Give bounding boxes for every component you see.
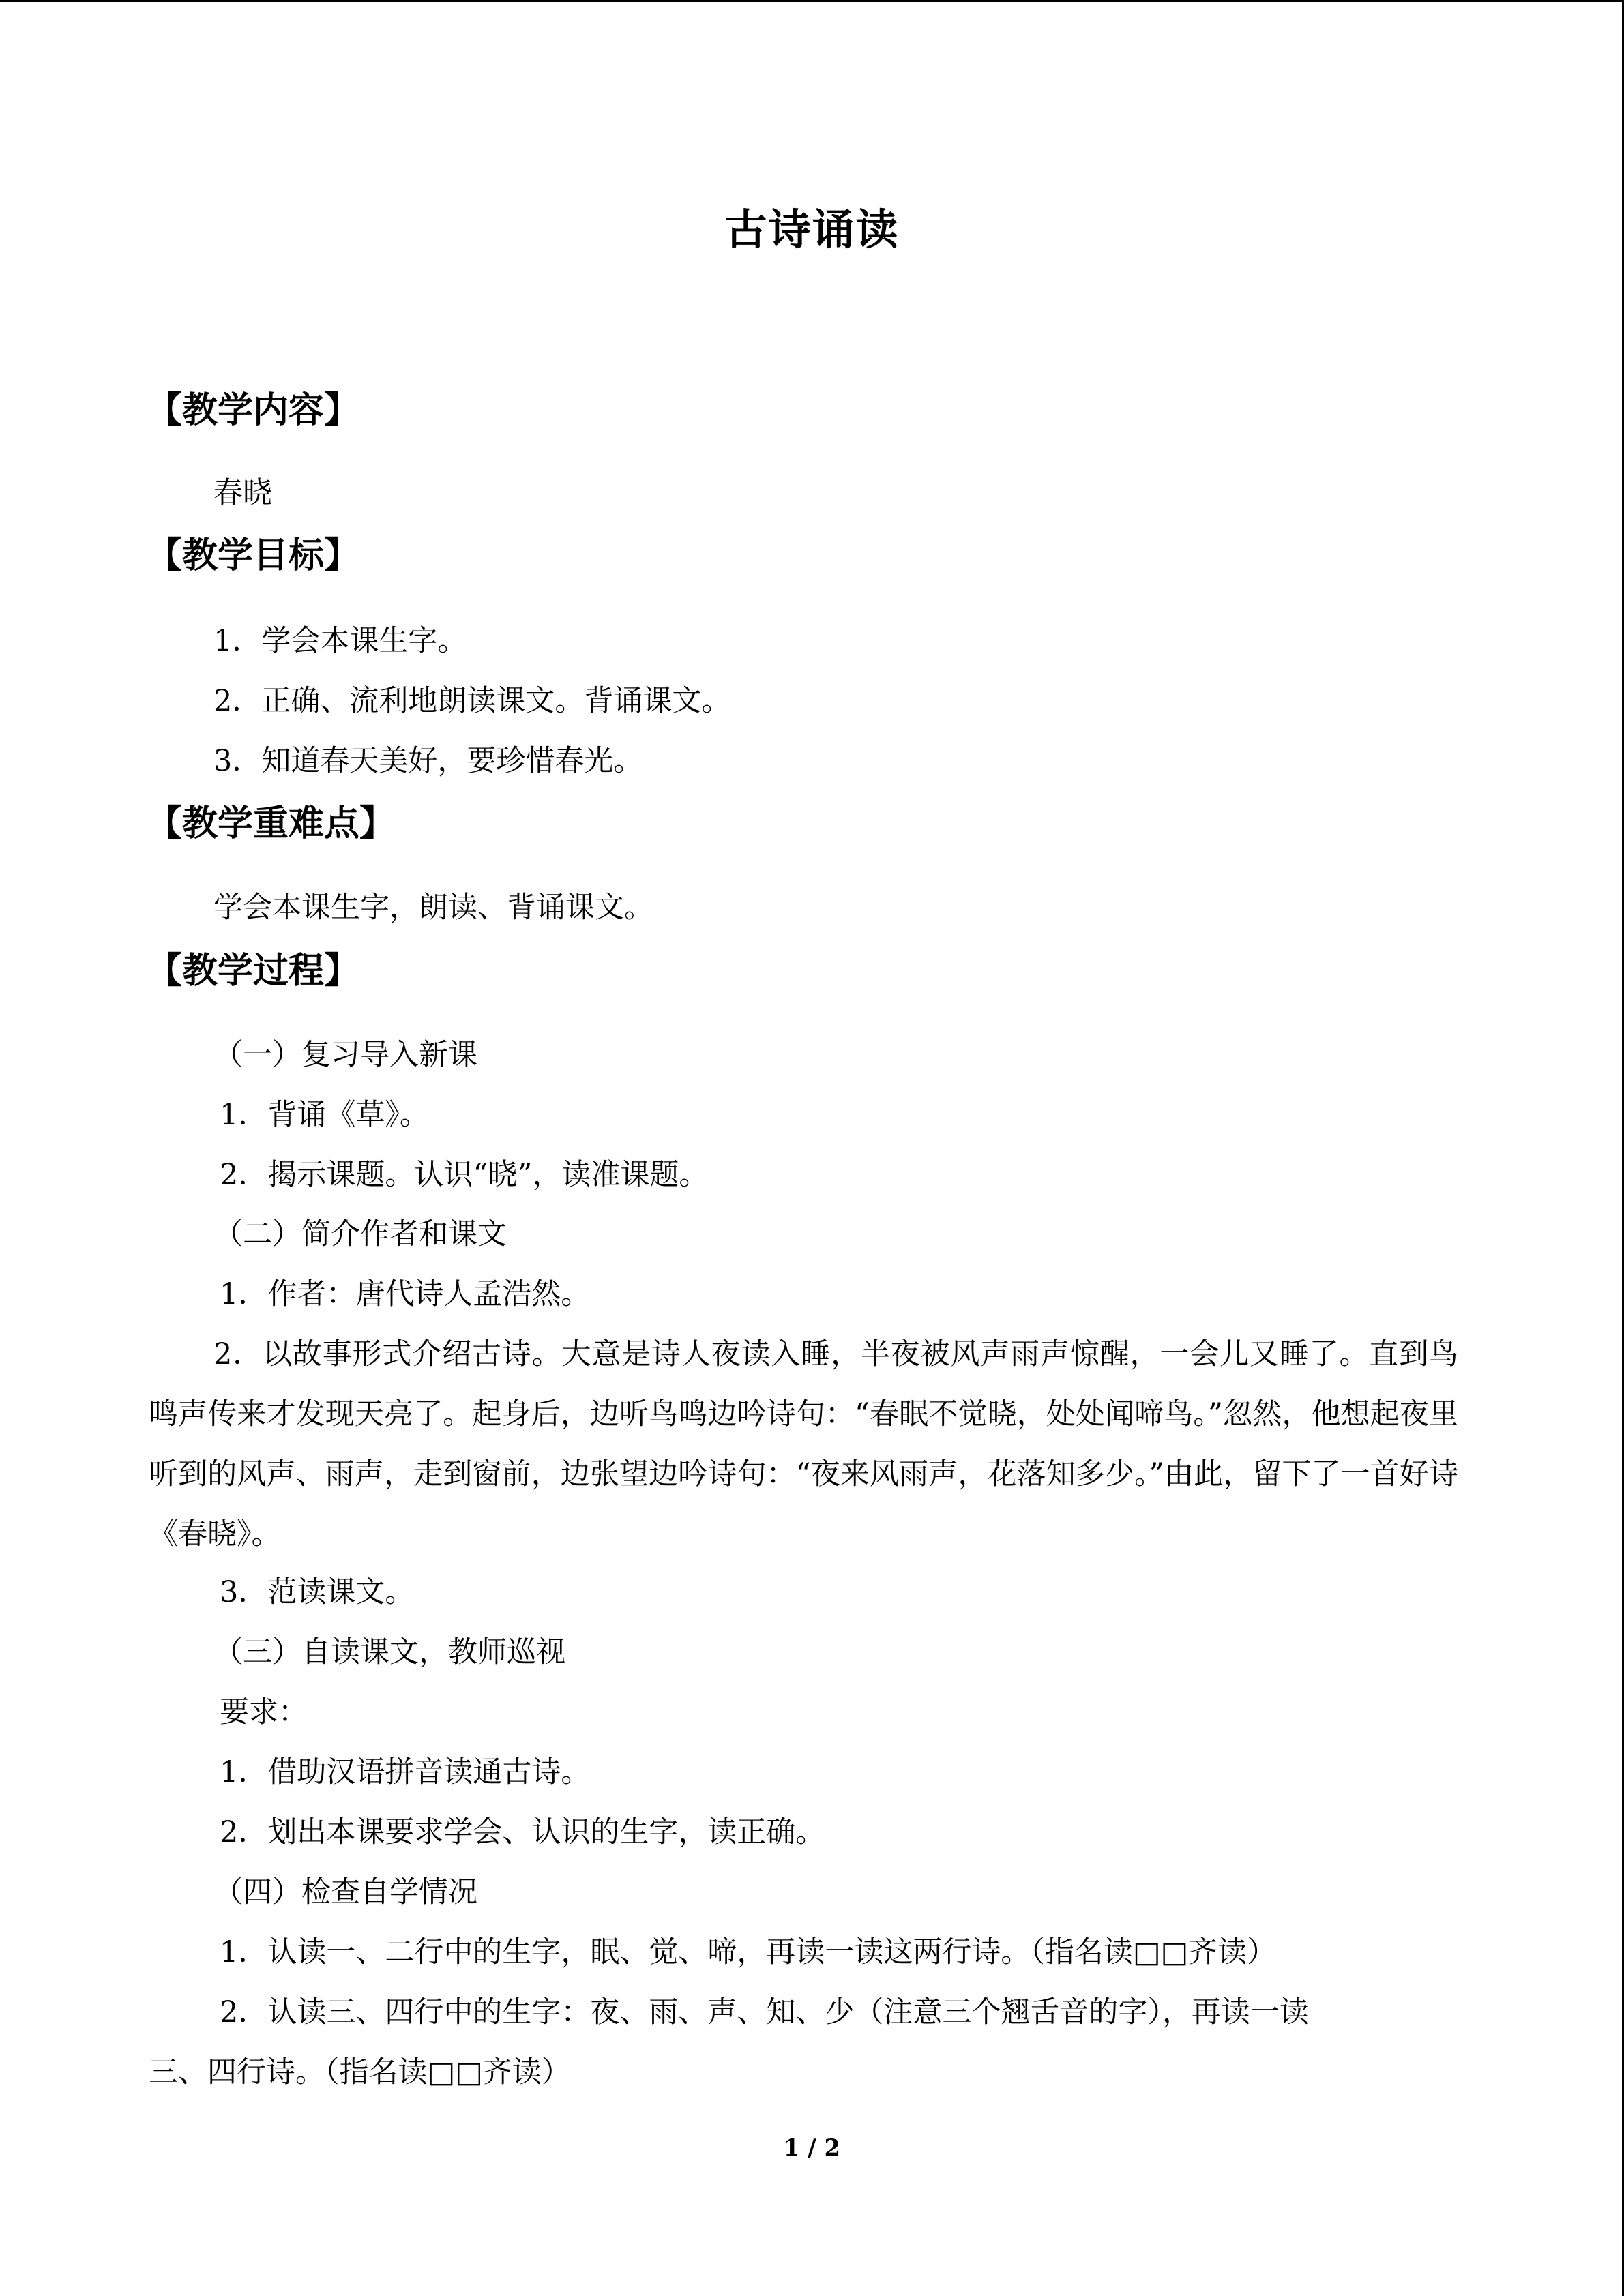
- section-heading-key-points: 【教学重难点】: [147, 803, 396, 844]
- process-step-title: （三）自读课文，教师巡视: [213, 1635, 565, 1669]
- process-requirement-label: 要求：: [220, 1695, 308, 1729]
- process-step-title: （一）复习导入新课: [213, 1038, 477, 1072]
- goal-item: 1．学会本课生字。: [213, 624, 467, 658]
- section-heading-goals: 【教学目标】: [147, 535, 360, 576]
- content-text: 春晓: [213, 476, 272, 510]
- process-item: 3．范读课文。: [220, 1575, 415, 1609]
- process-step-title: （四）检查自学情况: [213, 1875, 477, 1909]
- process-item: 1．作者：唐代诗人孟浩然。: [220, 1277, 591, 1311]
- process-paragraph: 2．以故事形式介绍古诗。大意是诗人夜读入睡，半夜被风声雨声惊醒，一会儿又睡了。直到鸟鸣声传来才发现天亮了。起身后，边听鸟鸣边吟诗句：“春眠不觉晓，处处闻啼鸟。”忽然，他想起夜里听到的风声、雨声，走到窗前，边张望边吟诗句：“夜来风雨声，花落知多少。”由此，留下了一首好诗《春晓》。: [149, 1337, 1458, 1551]
- key-points-text: 学会本课生字，朗读、背诵课文。: [213, 891, 653, 925]
- document-title: 古诗诵读: [724, 205, 900, 254]
- process-step-title: （二）简介作者和课文: [213, 1217, 507, 1251]
- section-heading-process: 【教学过程】: [147, 950, 360, 992]
- process-item: 1．背诵《草》。: [220, 1098, 429, 1132]
- process-item: 1．借助汉语拼音读通古诗。: [220, 1755, 591, 1789]
- process-item-continuation: 三、四行诗。（指名读□□齐读）: [149, 2055, 571, 2089]
- goal-item: 3．知道春天美好，要珍惜春光。: [213, 744, 643, 778]
- section-heading-content: 【教学内容】: [147, 389, 360, 431]
- process-item: 2．认读三、四行中的生字：夜、雨、声、知、少（注意三个翘舌音的字），再读一读: [220, 1995, 1309, 2029]
- page-number: 1 / 2: [783, 2134, 841, 2162]
- process-item: 1．认读一、二行中的生字，眠、觉、啼，再读一读这两行诗。（指名读□□齐读）: [220, 1935, 1277, 1969]
- process-item: 2．划出本课要求学会、认识的生字，读正确。: [220, 1815, 825, 1849]
- process-item: 2．揭示课题。认识“晓”，读准课题。: [220, 1158, 709, 1192]
- goal-item: 2．正确、流利地朗读课文。背诵课文。: [213, 684, 731, 718]
